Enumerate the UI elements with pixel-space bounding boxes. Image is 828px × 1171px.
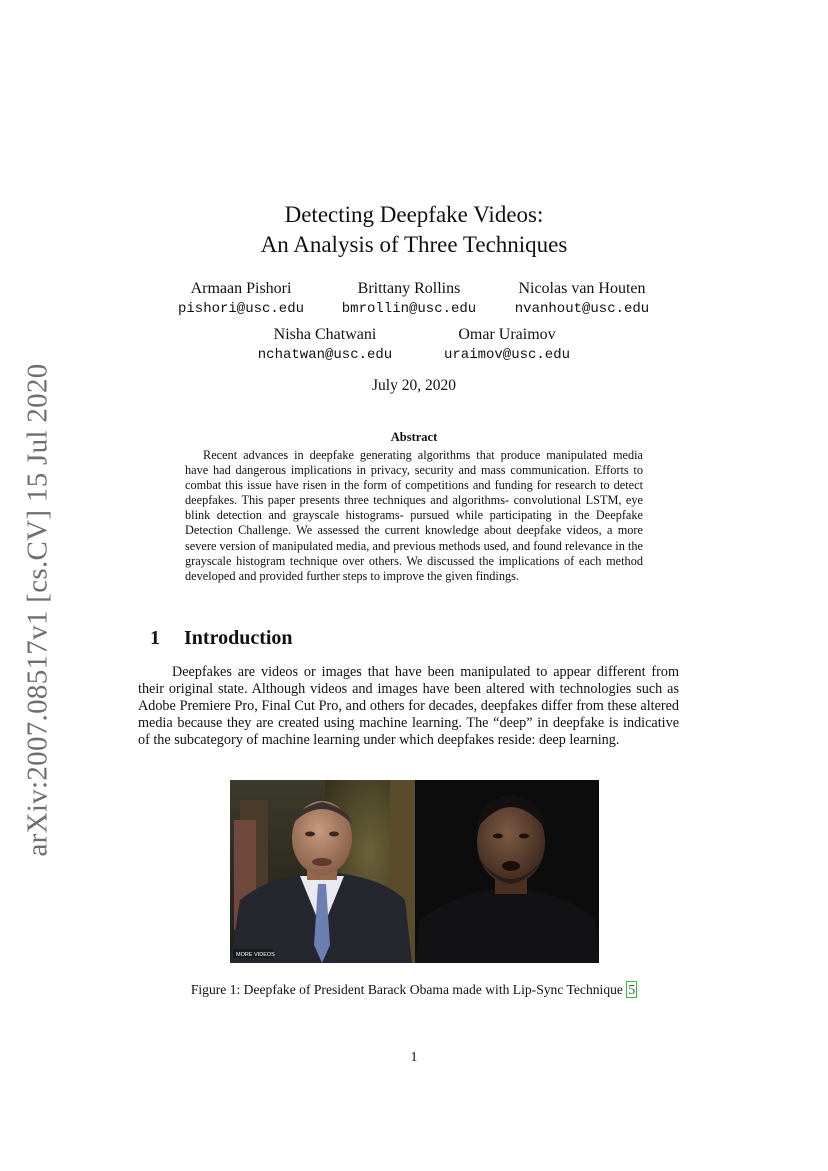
author-name: Brittany Rollins	[357, 280, 461, 297]
author-email[interactable]: bmrollin@usc.edu	[341, 301, 477, 317]
author-name: Nisha Chatwani	[273, 326, 377, 343]
publication-date: July 20, 2020	[372, 377, 456, 394]
section-heading	[150, 627, 293, 650]
author-email[interactable]: pishori@usc.edu	[177, 301, 305, 317]
figure-image	[230, 780, 599, 963]
author-block	[225, 325, 425, 365]
author-name: Armaan Pishori	[190, 280, 292, 297]
author-name: Nicolas van Houten	[518, 280, 646, 297]
title-line-2: An Analysis of Three Techniques	[260, 232, 568, 257]
section-number: 1	[150, 627, 160, 649]
figure-deepfake-comparison	[230, 780, 599, 963]
introduction-paragraph: Deepfakes are videos or images that have been manipulated to appear different from their original state. Although videos and images have been altered with technologies such as Adobe Premiere Pro, Final Cut Pro, and others for decades, deepfakes differ from these altered media because they are created using machine learning. The “deep” in deepfake is indicative of the subcategory of machine learning under which deepfakes reside: deep learning.	[138, 664, 679, 748]
abstract-heading: Abstract	[390, 430, 438, 444]
page-number: 1	[410, 1050, 418, 1065]
author-block	[482, 279, 682, 319]
right-video-frame	[415, 780, 599, 963]
author-block	[309, 279, 509, 319]
paper-title	[0, 200, 828, 260]
author-name: Omar Uraimov	[458, 326, 556, 343]
section-title: Introduction	[184, 627, 293, 649]
title-line-1: Detecting Deepfake Videos:	[284, 202, 544, 227]
author-email[interactable]: nvanhout@usc.edu	[514, 301, 650, 317]
author-email[interactable]: nchatwan@usc.edu	[257, 347, 393, 363]
abstract-text: Recent advances in deepfake generating algorithms that produce manipulated media have had dangerous implications in privacy, security and mass communication. Efforts to combat this issue have risen in the form of competitions and funding for research to detect deepfakes. This paper presents three techniques and algorithms- convolutional LSTM, eye blink detection and grayscale histograms- pursued while participating in the Deepfake Detection Challenge. We assessed the current knowledge about deepfake videos, a more severe version of manipulated media, and previous methods used, and found relevance in the grayscale histogram technique over others. We discussed the implications of each method developed and provided further steps to improve the given findings.	[185, 448, 643, 583]
caption-text: Figure 1: Deepfake of President Barack Obama made with Lip-Sync Technique	[190, 982, 627, 997]
left-video-frame	[230, 780, 415, 963]
figure-overlay-label: MORE VIDEOS	[236, 952, 275, 958]
arxiv-identifier-stamp: arXiv:2007.08517v1 [cs.CV] 15 Jul 2020	[21, 363, 54, 857]
figure-caption	[0, 982, 828, 998]
citation-link[interactable]: 5	[628, 982, 636, 997]
author-block	[407, 325, 607, 365]
author-email[interactable]: uraimov@usc.edu	[443, 347, 571, 363]
